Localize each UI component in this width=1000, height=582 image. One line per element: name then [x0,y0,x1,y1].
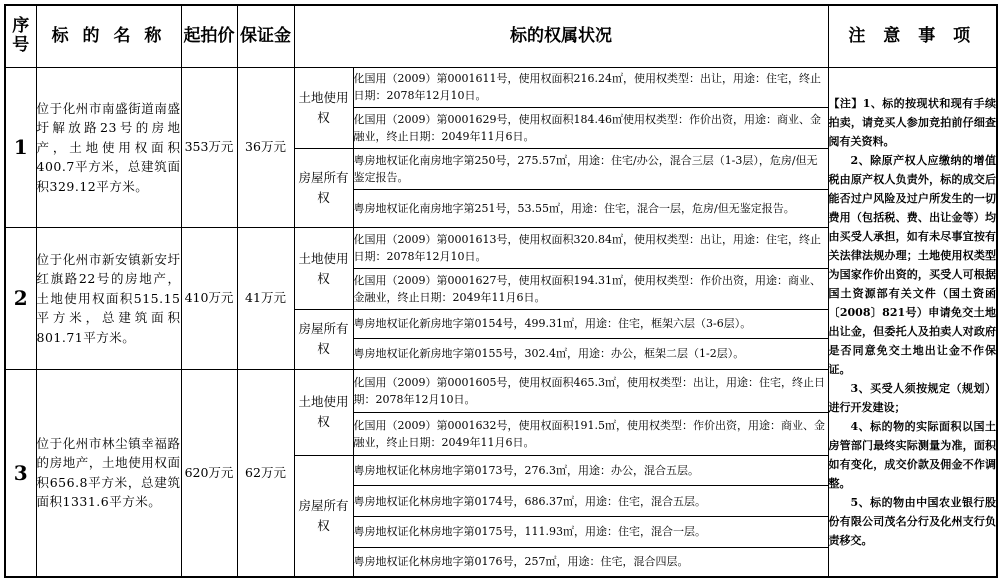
land-use-label: 土地使用权 [294,228,353,310]
house-certificate: 粤房地权证化林房地字第0174号，686.37㎡，用途：住宅，混合五层。 [353,486,828,517]
lot-price: 410万元 [181,228,237,369]
header-price: 起拍价 [181,5,237,67]
lot-deposit: 41万元 [237,228,294,369]
house-certificate: 粤房地权证化林房地字第0176号，257㎡，用途：住宅，混合四层。 [353,547,828,577]
header-rights: 标的权属状况 [294,5,828,67]
note-item: 2、除原产权人应缴纳的增值税由原产权人负责外，标的成交后能否过户风险及过户所发生的一切费用（包括税、费、出让金等）均由买受人承担，如有未尽事宜按有关法律法规办理；土地使用权类型为国家作价出资的，买受人可根据国土资源部有关文件（国土资函〔2008〕821号）申请免交土地出让金，但委托人及拍卖人对政府是否同意免交土地出让金不作保证。 [828,153,996,376]
lot-name: 位于化州市南盛街道南盛圩解放路23号的房地产，土地使用权面积400.7平方米，总建筑面积329.12平方米。 [36,67,181,228]
house-ownership-label: 房屋所有权 [294,310,353,369]
lot-seq: 1 [5,67,36,228]
lot-name: 位于化州市林尘镇幸福路的房地产，土地使用权面积656.8平方米，总建筑面积1331.6平方米。 [36,369,181,577]
lot-price: 620万元 [181,369,237,577]
note-item: 【注】1、标的按现状和现有手续拍卖，请竞买人参加竞拍前仔细查阅有关资料。 [828,96,996,148]
land-certificate: 化国用（2009）第0001613号，使用权面积320.84㎡，使用权类型：出让，用途：住宅，终止日期：2078年12月10日。 [353,228,828,269]
house-certificate: 粤房地权证化林房地字第0173号，276.3㎡，用途：办公，混合五层。 [353,455,828,486]
header-deposit: 保证金 [237,5,294,67]
lot-seq: 2 [5,228,36,369]
note-item: 5、标的物由中国农业银行股份有限公司茂名分行及化州支行负责移交。 [828,495,996,547]
land-certificate: 化国用（2009）第0001632号，使用权面积191.5㎡，使用权类型：作价出资，用途：商业、金融业，终止日期：2049年11月6日。 [353,412,828,455]
table-row [5,67,997,108]
house-certificate: 粤房地权证化新房地字第0154号，499.31㎡，用途：住宅，框架六层（3-6层）。 [353,310,828,339]
land-certificate: 化国用（2009）第0001627号，使用权面积194.31㎡，使用权类型：作价出资，用途：商业、金融业，终止日期：2049年11月6日。 [353,269,828,310]
land-certificate: 化国用（2009）第0001629号，使用权面积184.46㎡使用权类型：作价出资，用途：商业、金融业，终止日期：2049年11月6日。 [353,108,828,149]
header-row [5,5,997,67]
note-item: 3、买受人须按规定（规划）进行开发建设； [828,381,996,414]
house-certificate: 粤房地权证化南房地字第251号，53.55㎡，用途：住宅，混合一层，危房/但无鉴定报告。 [353,190,828,228]
house-ownership-label: 房屋所有权 [294,455,353,577]
land-certificate: 化国用（2009）第0001611号，使用权面积216.24㎡，使用权类型：出让，用途：住宅，终止日期：2078年12月10日。 [353,67,828,108]
lot-name: 位于化州市新安镇新安圩红旗路22号的房地产，土地使用权面积515.15平方米，总建筑面积801.71平方米。 [36,228,181,369]
house-certificate: 粤房地权证化林房地字第0175号，111.93㎡，用途：住宅，混合一层。 [353,516,828,547]
house-certificate: 粤房地权证化新房地字第0155号，302.4㎡，用途：办公，框架二层（1-2层）。 [353,338,828,369]
note-item: 4、标的物的实际面积以国土房管部门最终实际测量为准，面积如有变化，成交价款及佣金不作调整。 [828,419,996,490]
house-certificate: 粤房地权证化南房地字第250号，275.57㎡，用途：住宅/办公，混合三层（1-3层），危房/但无鉴定报告。 [353,149,828,190]
lot-price: 353万元 [181,67,237,228]
header-seq: 序号 [5,5,36,67]
header-name: 标 的 名 称 [36,5,181,67]
auction-lots-table [4,4,998,578]
lot-seq: 3 [5,369,36,577]
notes-cell [828,67,997,577]
header-notes: 注 意 事 项 [828,5,997,67]
lot-deposit: 36万元 [237,67,294,228]
lot-deposit: 62万元 [237,369,294,577]
land-use-label: 土地使用权 [294,369,353,455]
house-ownership-label: 房屋所有权 [294,149,353,228]
land-certificate: 化国用（2009）第0001605号，使用权面积465.3㎡，使用权类型：出让，用途：住宅，终止日期：2078年12月10日。 [353,369,828,412]
land-use-label: 土地使用权 [294,67,353,149]
